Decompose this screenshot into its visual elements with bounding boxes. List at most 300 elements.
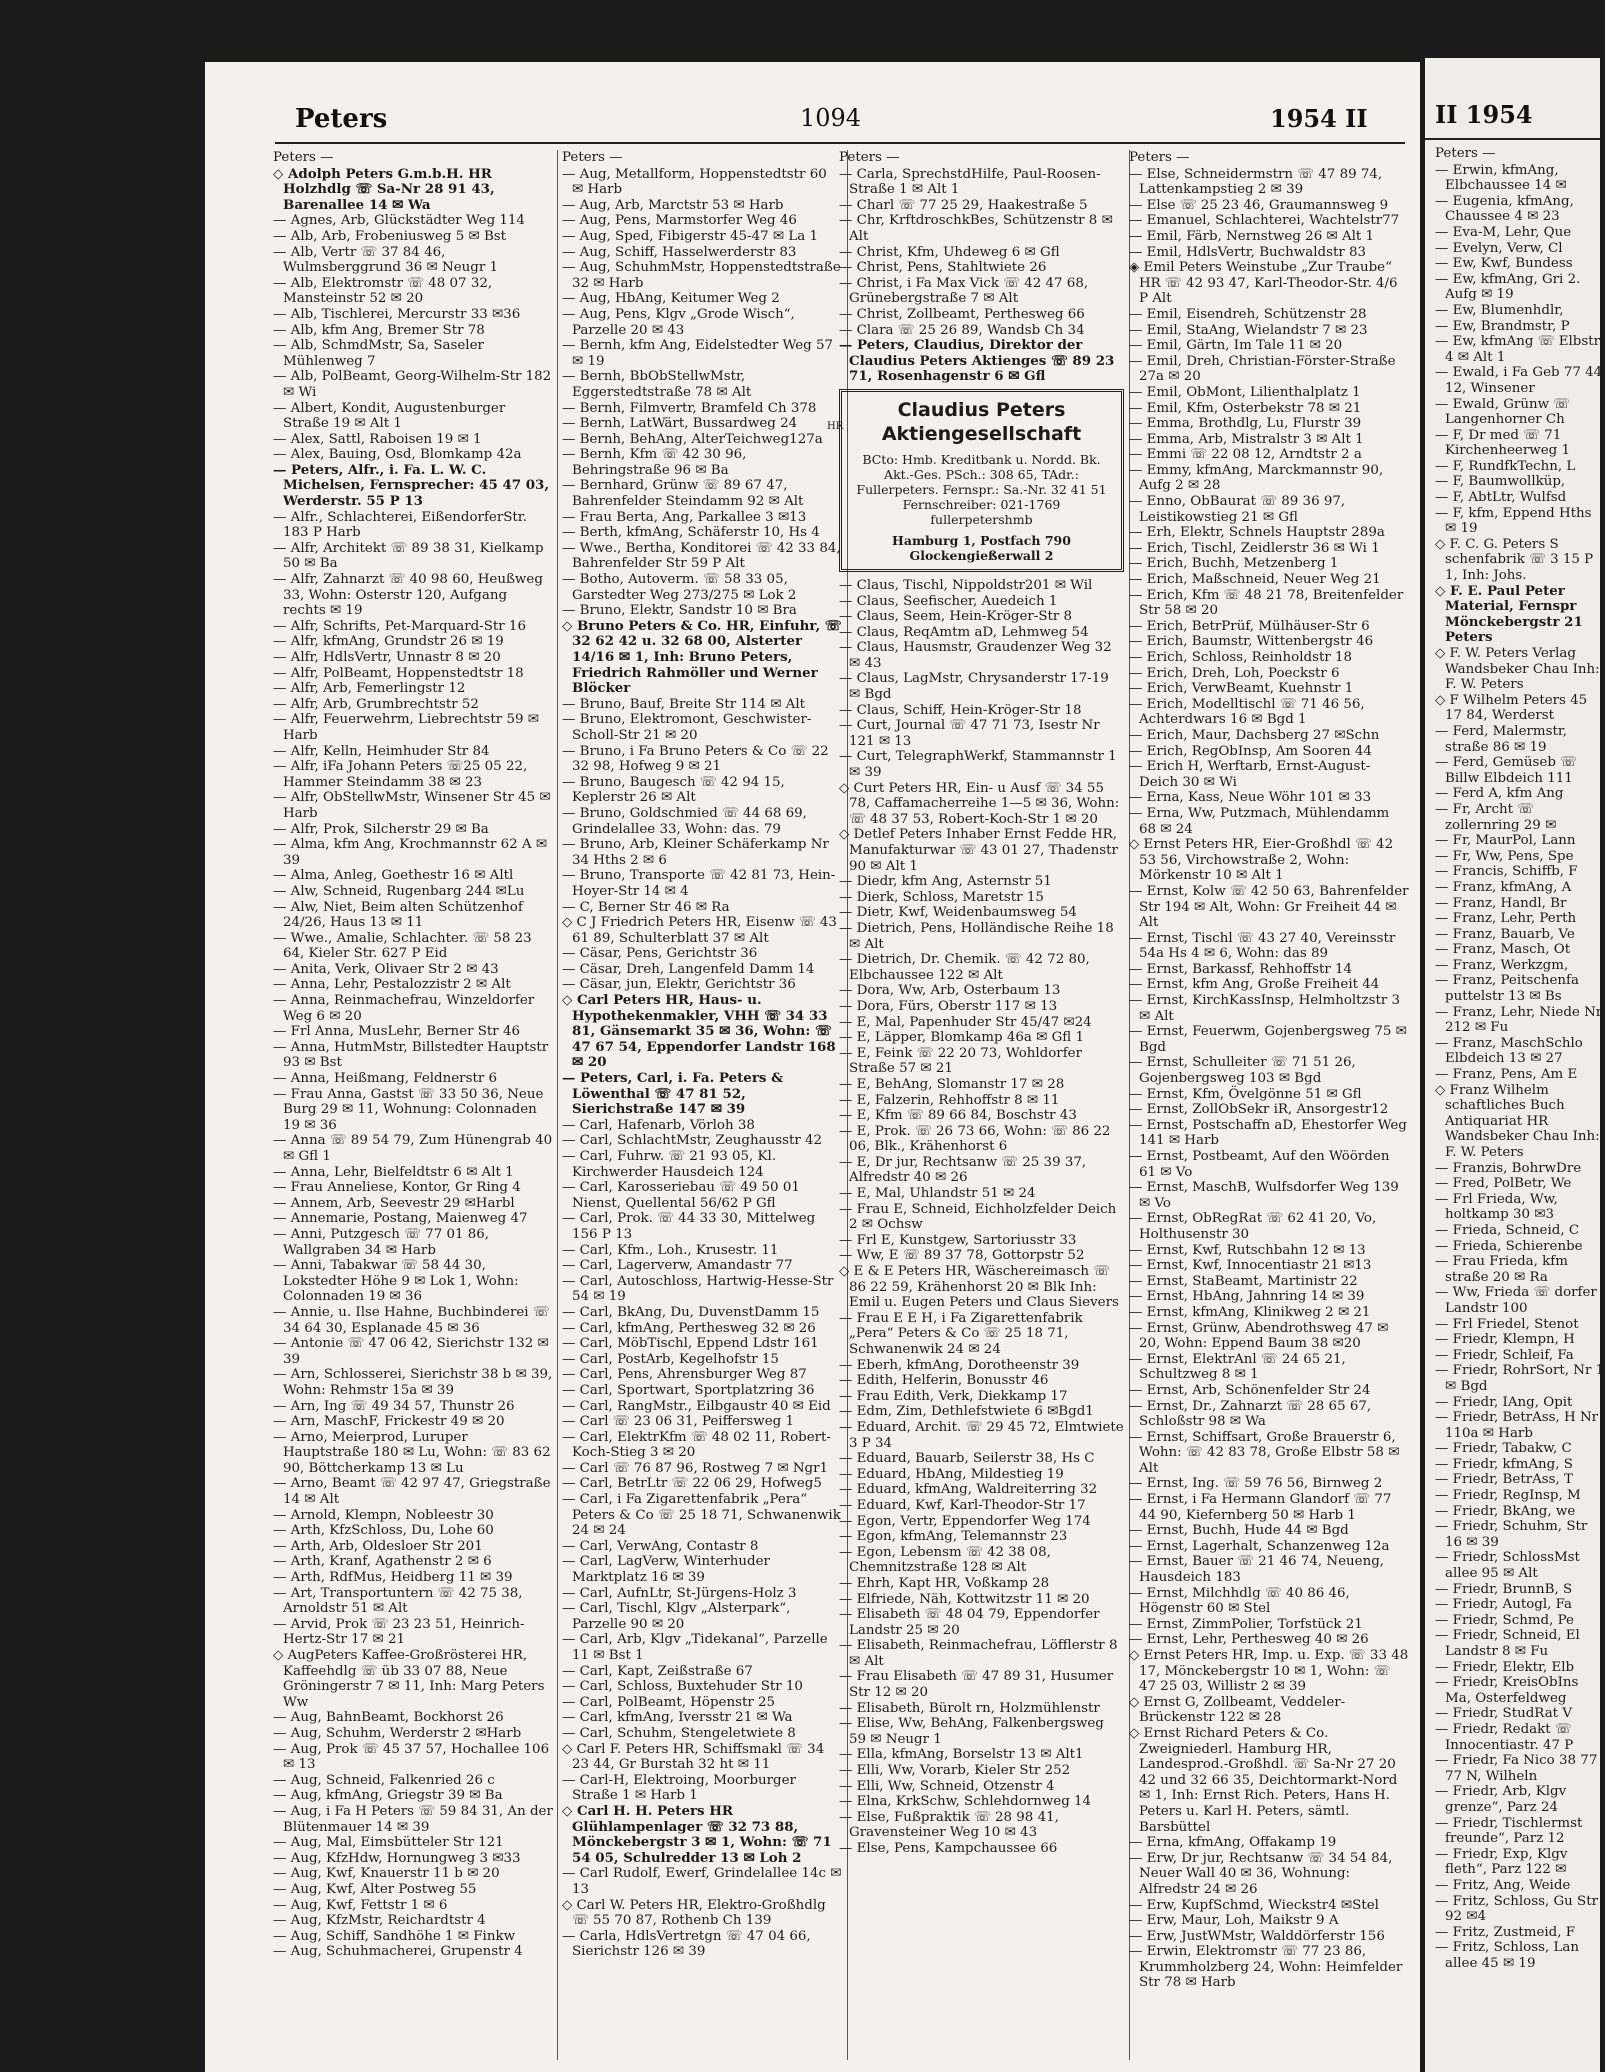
directory-entry: — Carl, Sportwart, Sportplatzring 36 (562, 1382, 815, 1398)
directory-entry: — Friedr, IAng, Opit (1435, 1394, 1573, 1410)
directory-entry: — Frau Anna, Gastst ☏ 33 50 36, Neue Burg 29 ✉ 11, Wohnung: Colonnaden 19 ✉ 36 (273, 1086, 544, 1133)
directory-entry: — Ernst, kfm Ang, Große Freiheit 44 (1129, 977, 1380, 993)
directory-entry: ◇ E & E Peters HR, Wäschereimasch ☏ 86 22 59, Krähenhorst 20 ✉ Blk Inh: Emil u. Eugen Peters und Claus Sievers (839, 1264, 1119, 1311)
directory-entry: — Friedr, SchlossMst allee 95 ✉ Alt (1435, 1550, 1580, 1582)
directory-entry: — Carl, Hafenarb, Vörloh 38 (562, 1117, 755, 1133)
directory-entry: — Erich, BetrPrüf, Mülhäuser-Str 6 (1129, 618, 1370, 634)
directory-entry: — Erna, Kass, Neue Wöhr 101 ✉ 33 (1129, 790, 1372, 806)
directory-entry: — Annie, u. Ilse Hahne, Buchbinderei ☏ 34 64 30, Esplanade 45 ✉ 36 (273, 1304, 550, 1336)
directory-entry: — Elise, Ww, BehAng, Falkenbergsweg 59 ✉ Neugr 1 (839, 1716, 1104, 1747)
column-2 (562, 150, 842, 2060)
directory-entry: — Alfr, Schrifts, Pet-Marquard-Str 16 (273, 618, 526, 634)
directory-entry: — E, Dr jur, Rechtsanw ☏ 25 39 37, Alfredstr 40 ✉ 26 (839, 1154, 1087, 1186)
column-4 (1129, 150, 1409, 2060)
directory-entry: — Alex, Bauing, Osd, Blomkamp 42a (273, 447, 522, 463)
directory-entry: — Peters, Claudius, Direktor der Claudius Peters Aktienges ☏ 89 23 71, Rosenhagenstr 6 ✉ Gfl (839, 337, 1115, 385)
directory-entry: — Bruno, i Fa Bruno Peters & Co ☏ 22 32 98, Hofweg 9 ✉ 21 (562, 743, 829, 775)
directory-entry: — Alb, Arb, Frobeniusweg 5 ✉ Bst (273, 228, 507, 244)
directory-entry: ◇ F. W. Peters Verlag Wandsbeker Chau Inh: F. W. Peters (1435, 646, 1600, 693)
directory-entry: — Ernst, StaBeamt, Martinistr 22 (1129, 1273, 1358, 1289)
directory-entry: — Alex, Sattl, Raboisen 19 ✉ 1 (273, 431, 482, 447)
directory-entry: — Alw, Niet, Beim alten Schützenhof 24/26, Haus 13 ✉ 11 (273, 899, 523, 931)
directory-entry: — Aug, Prok ☏ 45 37 57, Hochallee 106 ✉ 13 (273, 1741, 550, 1773)
directory-entry: — Aug, Pens, Marmstorfer Weg 46 (562, 213, 797, 229)
directory-entry: — Francis, Schiffb, F (1435, 864, 1578, 880)
directory-entry: — Franz, kfmAng, A (1435, 879, 1572, 895)
directory-entry: — Arno, Beamt ☏ 42 97 47, Griegstraße 14 ✉ Alt (273, 1476, 551, 1508)
directory-entry: — Eberh, kfmAng, Dorotheenstr 39 (839, 1357, 1080, 1373)
directory-entry: — Carl-H, Elektroing, Moorburger Straße 1 ✉ Harb 1 (562, 1772, 796, 1804)
directory-entry: — Ernst, Barkassf, Rehhoffstr 14 (1129, 961, 1353, 977)
directory-entry: — Bruno, Bauf, Breite Str 114 ✉ Alt (562, 696, 805, 712)
directory-entry: — Emil, Färb, Nernstweg 26 ✉ Alt 1 (1129, 228, 1375, 244)
directory-entry: — Alma, Anleg, Goethestr 16 ✉ Altl (273, 868, 514, 884)
directory-entry: — Aug, Metallform, Hoppenstedtstr 60 ✉ Harb (562, 166, 827, 198)
directory-entry: ◇ F. E. Paul Peter Material, Fernspr Mönckebergstr 21 Peters (1435, 582, 1583, 646)
ad-address: Hamburg 1, Postfach 790 Glockengießerwall 2 (892, 532, 1071, 563)
directory-entry: — Erich, Baumstr, Wittenbergstr 46 (1129, 634, 1374, 650)
directory-entry: — Ernst, ZollObSekr iR, Ansorgestr12 (1129, 1102, 1389, 1118)
directory-entry: — E, BehAng, Slomanstr 17 ✉ 28 (839, 1076, 1065, 1092)
running-head-name: Peters (295, 104, 388, 134)
directory-entry: — Carl, Kfm., Loh., Krusestr. 11 (562, 1242, 779, 1258)
directory-entry: — Botho, Autoverm. ☏ 58 33 05, Garstedter Weg 273/275 ✉ Lok 2 (562, 572, 797, 603)
directory-entry: — E, Mal, Uhlandstr 51 ✉ 24 (839, 1186, 1036, 1202)
directory-entry: — Bruno, Goldschmied ☏ 44 68 69, Grindelallee 33, Wohn: das. 79 (562, 805, 807, 837)
directory-entry: — Alfr, Prok, Silcherstr 29 ✉ Ba (273, 821, 489, 837)
directory-entry: — Egon, Vertr, Eppendorfer Weg 174 (839, 1513, 1091, 1529)
directory-entry: — E, Prok. ☏ 26 73 66, Wohn: ☏ 86 22 06, Blk., Krähenhorst 6 (839, 1123, 1111, 1155)
directory-entry: — Claus, Seefischer, Auedeich 1 (839, 593, 1058, 609)
directory-entry: — Albert, Kondit, Augustenburger Straße 19 ✉ Alt 1 (273, 400, 506, 432)
directory-entry: — Arn, Schlosserei, Sierichstr 38 b ✉ 39, Wohn: Rehmstr 15a ✉ 39 (273, 1367, 553, 1398)
directory-entry: — Ew, Kwf, Bundess (1435, 256, 1573, 272)
directory-entry: — Aug, Mal, Eimsbütteler Str 121 (273, 1835, 504, 1851)
running-head-year: 1954 II (1270, 104, 1368, 133)
directory-entry: — Carl ☏ 23 06 31, Peiffersweg 1 (562, 1414, 795, 1430)
directory-entry: — Carl, Pens, Ahrensburger Weg 87 (562, 1367, 807, 1383)
directory-entry: — Claus, Hausmstr, Graudenzer Weg 32 ✉ 43 (839, 640, 1112, 671)
directory-entry: — Frau Elisabeth ☏ 47 89 31, Husumer Str 12 ✉ 20 (839, 1669, 1114, 1701)
directory-entry: — Anna, HutmMstr, Billstedter Hauptstr 93 ✉ Bst (273, 1039, 549, 1071)
directory-entry: — Ernst, Postbeamt, Auf den Wöörden 61 ✉ Vo (1129, 1149, 1390, 1180)
directory-entry: — Carl, Tischl, Klgv „Alsterpark“, Parzelle 90 ✉ 20 (562, 1601, 791, 1632)
directory-entry: — Aug, Schiff, Hasselwerderstr 83 (562, 244, 797, 260)
directory-entry: — Fred, PolBetr, We (1435, 1176, 1572, 1192)
directory-entry: — Franz, Werkzgm, (1435, 957, 1569, 973)
directory-entry: — Aug, kfmAng, Griegstr 39 ✉ Ba (273, 1788, 503, 1804)
directory-entry: — Friedr, Elektr, Elb (1435, 1659, 1575, 1675)
directory-entry: — Eva-M, Lehr, Que (1435, 224, 1572, 240)
directory-entry: — Erich, Kfm ☏ 48 21 78, Breitenfelder Str 58 ✉ 20 (1129, 587, 1404, 619)
directory-entry: — C, Berner Str 46 ✉ Ra (562, 899, 730, 915)
directory-entry: — Emil, Dreh, Christian-Förster-Straße 27a ✉ 20 (1129, 353, 1396, 385)
directory-entry: — Erich, VerwBeamt, Kuehnstr 1 (1129, 681, 1354, 697)
directory-entry: — Ernst, Lehr, Perthesweg 40 ✉ 26 (1129, 1632, 1369, 1648)
directory-entry: — Franz, Handl, Br (1435, 895, 1567, 911)
directory-entry: — Alb, Vertr ☏ 37 84 46, Wulmsberggrund 36 ✉ Neugr 1 (273, 244, 499, 276)
directory-entry: — Emma, Arb, Mistralstr 3 ✉ Alt 1 (1129, 431, 1364, 447)
directory-entry: — Bruno, Arb, Kleiner Schäferkamp Nr 34 Hths 2 ✉ 6 (562, 837, 829, 868)
column-head: Peters — (273, 150, 334, 165)
directory-entry: — Alb, Elektromstr ☏ 48 07 32, Mansteinstr 52 ✉ 20 (273, 275, 493, 307)
directory-entry: — Ernst, Feuerwm, Gojenbergsweg 75 ✉ Bgd (1129, 1024, 1407, 1055)
directory-entry: ◇ Ernst Peters HR, Imp. u. Exp. ☏ 33 48 17, Mönckebergstr 10 ✉ 1, Wohn: ☏ 47 25 03, Willistr 2 ✉ 39 (1129, 1648, 1409, 1695)
directory-entry: — Elisabeth, Reinmachefrau, Löfflerstr 8 ✉ Alt (839, 1638, 1118, 1669)
directory-entry: — Evelyn, Verw, Cl (1435, 240, 1563, 256)
directory-entry: — Carl, Prok. ☏ 44 33 30, Mittelweg 156 P 13 (562, 1211, 816, 1242)
directory-entry: — Carl, PolBeamt, Höpenstr 25 (562, 1694, 776, 1710)
directory-entry: — Ewald, i Fa Geb 77 44 12, Winsener (1435, 365, 1603, 396)
directory-entry: — Friedr, Tabakw, C (1435, 1441, 1572, 1457)
directory-entry: — Carl, LagVerw, Winterhuder Marktplatz 16 ✉ 39 (562, 1554, 770, 1586)
column-1 (273, 150, 553, 2060)
directory-entry: — F, AbtLtr, Wulfsd (1435, 490, 1567, 506)
directory-entry: — Erw, Dr jur, Rechtsanw ☏ 34 54 84, Neuer Wall 40 ✉ 36, Wohnung: Alfredstr 24 ✉ 26 (1129, 1850, 1393, 1897)
directory-entry: — Fritz, Ang, Weide (1435, 1877, 1571, 1893)
directory-entry: — Ernst, Arb, Schönenfelder Str 24 (1129, 1382, 1371, 1398)
directory-entry: — Franz, Lehr, Niede Nr 212 ✉ Fu (1435, 1004, 1603, 1036)
directory-entry: ◇ Adolph Peters G.m.b.H. HR Holzhdlg ☏ Sa-Nr 28 91 43, Barenallee 14 ✉ Wa (273, 165, 495, 213)
directory-entry: — Ernst, HbAng, Jahnring 14 ✉ 39 (1129, 1289, 1365, 1305)
directory-entry: — Fr, Archt ☏ zollernring 29 ✉ (1435, 801, 1557, 833)
directory-entry: — Alb, kfm Ang, Bremer Str 78 (273, 322, 485, 338)
directory-entry: — Friedr, RegInsp, M (1435, 1488, 1581, 1504)
directory-entry: — Carl, Autoschloss, Hartwig-Hesse-Str 54 ✉ 19 (562, 1273, 834, 1305)
directory-entry: — Friedr, Exp, Klgv fleth“, Parz 122 ✉ (1435, 1846, 1568, 1878)
directory-entry: — F, kfm, Eppend Hths ✉ 19 (1435, 505, 1592, 537)
directory-entry: — Eduard, Kwf, Karl-Theodor-Str 17 (839, 1497, 1086, 1513)
directory-entry: — Ernst, Schiffsart, Große Brauerstr 6, Wohn: ☏ 42 83 78, Große Elbstr 58 ✉ Alt (1129, 1429, 1400, 1476)
directory-entry: — Erwin, Elektromstr ☏ 77 23 86, Krummholzberg 24, Wohn: Heimfelder Str 78 ✉ Harb (1129, 1944, 1403, 1991)
directory-entry: — Carl, ElektrKfm ☏ 48 02 11, Robert-Koch-Stieg 3 ✉ 20 (562, 1429, 831, 1461)
directory-entry: — Ew, kfmAng ☏ Elbstr 4 ✉ Alt 1 (1435, 334, 1600, 365)
directory-entry: — Christ, Pens, Stahltwiete 26 (839, 260, 1047, 276)
directory-entry: — Ehrh, Kapt HR, Voßkamp 28 (839, 1575, 1050, 1591)
directory-entry: — Carl, Lagerverw, Amandastr 77 (562, 1258, 793, 1274)
directory-entry: — Ernst, Kwf, Rutschbahn 12 ✉ 13 (1129, 1242, 1366, 1258)
directory-entry: — Bruno, Baugesch ☏ 42 94 15, Keplerstr 26 ✉ Alt (562, 774, 785, 806)
directory-entry: — Aug, SchuhmMstr, Hoppenstedtstraße 32 ✉ Harb (562, 260, 841, 291)
directory-entry: — Clara ☏ 25 26 89, Wandsb Ch 34 (839, 322, 1085, 338)
directory-entry: — Friedr, Schneid, El Landstr 8 ✉ Fu (1435, 1628, 1580, 1659)
directory-entry: — Ernst, Ing. ☏ 59 76 56, Birnweg 2 (1129, 1476, 1383, 1492)
directory-entry: — F, Dr med ☏ 71 Kirchenheerweg 1 (1435, 427, 1570, 459)
directory-entry: ◇ Curt Peters HR, Ein- u Ausf ☏ 34 55 78, Caffamacherreihe 1—5 ✉ 36, Wohn: ☏ 48 37 53, Robert-Koch-Str 1 ✉ 20 (839, 780, 1120, 827)
directory-entry: — Eduard, Bauarb, Seilerstr 38, Hs C (839, 1451, 1095, 1467)
directory-entry: — Ernst, MaschB, Wulfsdorfer Weg 139 ✉ Vo (1129, 1180, 1399, 1211)
directory-entry: — Aug, BahnBeamt, Bockhorst 26 (273, 1710, 504, 1726)
directory-entry: — Charl ☏ 77 25 29, Haakestraße 5 (839, 197, 1088, 213)
directory-entry: — E, Mal, Papenhuder Str 45/47 ✉24 (839, 1014, 1092, 1030)
directory-entry: ◇ AugPeters Kaffee-Großrösterei HR, Kaffeehdlg ☏ üb 33 07 88, Neue Gröningerstr 7 ✉ 11, Inh: Marg Peters Ww (273, 1648, 545, 1710)
directory-entry: — Alfr, Kelln, Heimhuder Str 84 (273, 743, 490, 759)
directory-entry: — Arth, Arb, Oldesloer Str 201 (273, 1538, 483, 1554)
directory-entry: — Carl, AufnLtr, St-Jürgens-Holz 3 (562, 1585, 797, 1601)
directory-entry: — Friedr, KreisObIns Ma, Osterfeldweg (1435, 1675, 1579, 1706)
directory-entry: — Alma, kfm Ang, Krochmannstr 62 A ✉ 39 (273, 837, 548, 868)
directory-entry: — Arth, RdfMus, Heidberg 11 ✉ 39 (273, 1570, 513, 1586)
directory-entry: — E, Kfm ☏ 89 66 84, Boschstr 43 (839, 1108, 1077, 1124)
directory-entry: — Aug, Pens, Klgv „Grode Wisch“, Parzelle 20 ✉ 43 (562, 306, 795, 338)
directory-entry: — Emil, Gärtn, Im Tale 11 ✉ 20 (1129, 338, 1343, 354)
directory-entry: — Claus, LagMstr, Chrysanderstr 17-19 ✉ Bgd (839, 671, 1109, 703)
directory-entry: — Frau E E H, i Fa Zigarettenfabrik „Pera“ Peters & Co ☏ 25 18 71, Schwanenwik 24 ✉ 24 (839, 1310, 1083, 1357)
directory-entry: — Arno, Meierprod, Luruper Hauptstraße 180 ✉ Lu, Wohn: ☏ 83 62 90, Böttcherkamp 13 ✉ Lu (273, 1429, 551, 1476)
directory-entry: — Fritz, Schloss, Lan allee 45 ✉ 19 (1435, 1940, 1579, 1971)
directory-entry: — Aug, HbAng, Keitumer Weg 2 (562, 291, 780, 307)
directory-entry: — Elli, Ww, Vorarb, Kieler Str 252 (839, 1763, 1071, 1779)
directory-entry: — Alw, Schneid, Rugenbarg 244 ✉Lu (273, 883, 525, 899)
directory-entry: — Frieda, Schneid, C (1435, 1222, 1580, 1238)
directory-entry: — Carl Rudolf, Ewerf, Grindelallee 14c ✉ 13 (562, 1866, 842, 1897)
directory-entry: — Frau Anneliese, Kontor, Gr Ring 4 (273, 1180, 521, 1196)
directory-entry: — Ernst, Kwf, Innocentiastr 21 ✉13 (1129, 1258, 1372, 1274)
directory-entry: — Aug, Schiff, Sandhöhe 1 ✉ Finkw (273, 1928, 516, 1944)
directory-entry: — Erich, Schloss, Reinholdstr 18 (1129, 650, 1353, 665)
directory-entry: — Emil, StaAng, Wielandstr 7 ✉ 23 (1129, 322, 1368, 338)
directory-entry: — Friedr, BkAng, we (1435, 1503, 1576, 1519)
column-5 (1435, 146, 1605, 2056)
directory-entry: — Frl E, Kunstgew, Sartoriusstr 33 (839, 1232, 1077, 1248)
column-head: Peters — (1129, 150, 1190, 165)
ad-subtitle: Aktiengesellschaft (881, 422, 1082, 445)
directory-entry: — Alfr, Feuerwehrm, Liebrechtstr 59 ✉ Harb (273, 712, 539, 743)
directory-entry: — Bernh, Filmvertr, Bramfeld Ch 378 (562, 400, 817, 416)
directory-entry: — Carl, BetrLtr ☏ 22 06 29, Hofweg5 (562, 1476, 822, 1492)
directory-entry: — Ernst, Kolw ☏ 42 50 63, Bahrenfelder Str 194 ✉ Alt, Wohn: Gr Freiheit 44 ✉ Alt (1129, 883, 1409, 931)
directory-entry: ◇ Carl F. Peters HR, Schiffsmakl ☏ 34 23 44, Gr Burstah 32 ht ✉ 11 (562, 1741, 825, 1773)
directory-entry: — Ww, E ☏ 89 37 78, Gottorpstr 52 (839, 1248, 1085, 1264)
directory-entry: — Else ☏ 25 23 46, Graumannsweg 9 (1129, 197, 1389, 213)
directory-entry: ◇ Carl H. H. Peters HR Glühlampenlager ☏ 32 73 88, Mönckebergstr 3 ✉ 1, Wohn: ☏ 71 54 05, Schulredder 13 ✉ Loh 2 (562, 1802, 832, 1866)
directory-entry: — Christ, Zollbeamt, Perthesweg 66 (839, 306, 1085, 322)
directory-entry: — Alfr, HdlsVertr, Unnastr 8 ✉ 20 (273, 650, 501, 665)
directory-entry: — Ernst, ZimmPolier, Torfstück 21 (1129, 1616, 1363, 1632)
directory-entry: — Frau Berta, Ang, Parkallee 3 ✉13 (562, 509, 807, 525)
directory-entry: — E, Falzerin, Rehhoffstr 8 ✉ 11 (839, 1092, 1060, 1108)
directory-entry: — E, Läpper, Blomkamp 46a ✉ Gfl 1 (839, 1030, 1084, 1046)
directory-entry: — Friedr, Arb, Klgv grenze“, Parz 24 (1435, 1784, 1567, 1815)
directory-entry: — Fritz, Schloss, Gu Str 92 ✉4 (1435, 1893, 1599, 1925)
directory-entry: — Diedr, kfm Ang, Asternstr 51 (839, 874, 1052, 890)
facing-running-head: II 1954 (1435, 100, 1533, 129)
directory-entry: — Bernh, kfm Ang, Eidelstedter Weg 57 ✉ 19 (562, 338, 833, 369)
directory-entry: ◇ Ernst Peters HR, Eier-Großhdl ☏ 42 53 56, Virchowstraße 2, Wohn: Mörkenstr 10 ✉ Alt 1 (1129, 837, 1394, 884)
advertisement (827, 389, 1124, 572)
directory-entry: — Frau Edith, Verk, Diekkamp 17 (839, 1388, 1068, 1404)
column-head: Peters — (562, 150, 623, 165)
directory-entry: — Fr, Ww, Pens, Spe (1435, 848, 1574, 864)
directory-entry: — Friedr, BetrAss, T (1435, 1472, 1573, 1488)
directory-entry: — Erw, Maur, Loh, Maikstr 9 A (1129, 1913, 1339, 1929)
directory-entry: — Alfr, Architekt ☏ 89 38 31, Kielkamp 50 ✉ Ba (273, 540, 544, 572)
directory-entry: — Aug, Kwf, Fettstr 1 ✉ 6 (273, 1897, 448, 1913)
directory-entry: — Carl, BkAng, Du, DuvenstDamm 15 (562, 1304, 820, 1320)
directory-entry: — Carl, Karosseriebau ☏ 49 50 01 Nienst, Quellental 56/62 P Gfl (562, 1180, 800, 1211)
directory-entry: — Ewald, Grünw ☏ Langenhorner Ch (1435, 396, 1571, 428)
directory-entry: — Carl, Fuhrw. ☏ 21 93 05, Kl. Kirchwerder Hausdeich 124 (562, 1149, 777, 1180)
directory-entry: — Dora, Ww, Arb, Osterbaum 13 (839, 983, 1061, 999)
directory-entry: ◇ Ernst Richard Peters & Co. Zweigniederl. Hamburg HR, Landesprod.-Großhdl. ☏ Sa-Nr 27 20 42 und 32 66 35, Deichtormarkt-Nord ✉ 1, Inh: Ernst Rich. Peters, Hans H. Peters u. Karl H. Peters, sämtl. Barsbüttel (1129, 1725, 1398, 1835)
directory-entry: — Franz, Masch, Ot (1435, 942, 1571, 958)
directory-entry: — Christ, Kfm, Uhdeweg 6 ✉ Gfl (839, 244, 1060, 260)
directory-entry: — F, Baumwollküp, (1435, 474, 1566, 490)
directory-entry: — Ernst, Buchh, Hude 44 ✉ Bgd (1129, 1523, 1349, 1539)
directory-entry: ◇ C J Friedrich Peters HR, Eisenw ☏ 43 61 89, Schulterblatt 37 ✉ Alt (562, 915, 837, 946)
directory-entry: — Aug, Schuhmacherei, Grupenstr 4 (273, 1944, 523, 1960)
directory-entry: — Elisabeth, Bürolt rn, Holzmühlenstr (839, 1700, 1100, 1716)
directory-entry: — Alfr, Arb, Grumbrechtstr 52 (273, 696, 479, 712)
directory-entry: — Elli, Ww, Schneid, Otzenstr 4 (839, 1778, 1055, 1794)
directory-entry: — Ernst, ElektrAnl ☏ 24 65 21, Schultzweg 8 ✉ 1 (1129, 1351, 1346, 1383)
directory-entry: — Arn, MaschF, Frickestr 49 ✉ 20 (273, 1414, 505, 1430)
directory-entry: — Ew, Brandmstr, P (1435, 318, 1570, 334)
directory-entry: — Dietr, Kwf, Weidenbaumsweg 54 (839, 905, 1077, 921)
directory-entry: — Carl, Arb, Klgv „Tidekanal“, Parzelle 11 ✉ Bst 1 (562, 1632, 828, 1663)
directory-entry: — Ernst, Tischl ☏ 43 27 40, Vereinsstr 54a Hs 4 ✉ 6, Wohn: das 89 (1129, 930, 1396, 962)
directory-entry: — Friedr, Schuhm, Str 16 ✉ 39 (1435, 1519, 1588, 1550)
directory-entry: — Bruno, Transporte ☏ 42 81 73, Hein-Hoyer-Str 14 ✉ 4 (562, 868, 836, 899)
directory-entry: — Erna, kfmAng, Offakamp 19 (1129, 1835, 1337, 1851)
directory-entry: — Alfr, kfmAng, Grundstr 26 ✉ 19 (273, 634, 504, 650)
directory-entry: — Annem, Arb, Seevestr 29 ✉Harbl (273, 1195, 515, 1211)
directory-entry: — Frieda, Schierenbe (1435, 1238, 1583, 1254)
directory-entry: — Aug, KfzMstr, Reichardtstr 4 (273, 1913, 486, 1929)
directory-entry: — Aug, Schuhm, Werderstr 2 ✉Harb (273, 1725, 522, 1741)
directory-entry: — Erich, Buchh, Metzenberg 1 (1129, 556, 1339, 572)
directory-entry: — Carl, Schloss, Buxtehuder Str 10 (562, 1679, 803, 1695)
directory-entry: — Friedr, Schmd, Pe (1435, 1612, 1574, 1628)
directory-entry: — Eduard, HbAng, Mildestieg 19 (839, 1466, 1064, 1482)
directory-entry: — Ferd, Malermstr, straße 86 ✉ 19 (1435, 723, 1568, 755)
directory-entry: — Annemarie, Postang, Maienweg 47 (273, 1211, 528, 1227)
directory-entry: — Fritz, Zustmeid, F (1435, 1924, 1576, 1940)
directory-entry: ◇ Bruno Peters & Co. HR, Einfuhr, ☏ 32 62 42 u. 32 68 00, Alsterter 14/16 ✉ 1, Inh: Bruno Peters, Friedrich Rahmöller und Werner Blöcker (562, 617, 842, 697)
directory-entry: — Ferd A, kfm Ang (1435, 786, 1564, 802)
directory-entry: — Claus, Tischl, Nippoldstr201 ✉ Wil (839, 577, 1093, 593)
directory-entry: — Arth, Kranf, Agathenstr 2 ✉ 6 (273, 1554, 492, 1570)
directory-entry: — Peters, Carl, i. Fa. Peters & Löwenthal ☏ 47 81 52, Sierichstraße 147 ✉ 39 (562, 1070, 784, 1118)
directory-entry: — Agnes, Arb, Glückstädter Weg 114 (273, 213, 525, 229)
directory-page (205, 62, 1420, 2072)
directory-entry: — Frau Frieda, kfm straße 20 ✉ Ra (1435, 1254, 1568, 1285)
directory-entry: — Alb, PolBeamt, Georg-Wilhelm-Str 182 ✉ Wi (273, 369, 552, 400)
directory-entry: — Egon, Lebensm ☏ 42 38 08, Chemnitzstraße 128 ✉ Alt (839, 1544, 1051, 1576)
directory-entry: — Ernst, Bauer ☏ 21 46 74, Neueng, Hausdeich 183 (1129, 1554, 1385, 1586)
directory-entry: — Erw, JustWMstr, Walddörferstr 156 (1129, 1928, 1385, 1944)
directory-entry: — Eugenia, kfmAng, Chaussee 4 ✉ 23 (1435, 193, 1574, 225)
directory-entry: — Ernst, Grünw, Abendrothsweg 47 ✉20, Wohn: Eppend Baum 38 ✉20 (1129, 1320, 1389, 1352)
directory-entry: ◇ Ernst G, Zollbeamt, Veddeler-Brückenstr 122 ✉ 28 (1129, 1694, 1346, 1726)
directory-entry: — Erich, Dreh, Loh, Poeckstr 6 (1129, 665, 1340, 681)
directory-entry: — Arnold, Klempn, Nobleestr 30 (273, 1507, 494, 1523)
directory-entry: — Anna, Reinmachefrau, Winzeldorfer Weg 6 ✉ 20 (273, 993, 535, 1024)
directory-entry: — Friedr, StudRat V (1435, 1706, 1572, 1722)
directory-entry: — Frl Frieda, Ww, holtkamp 30 ✉3 (1435, 1191, 1558, 1223)
directory-entry: — Bruno, Elektr, Sandstr 10 ✉ Bra (562, 603, 797, 619)
directory-entry: — Emma, Brothdlg, Lu, Flurstr 39 (1129, 416, 1362, 432)
directory-entry: — Berth, kfmAng, Schäferstr 10, Hs 4 (562, 525, 820, 541)
column-head: Peters — (839, 150, 900, 165)
directory-entry: — Dierk, Schloss, Maretstr 15 (839, 889, 1044, 905)
directory-entry: — Claus, Seem, Hein-Kröger-Str 8 (839, 609, 1073, 625)
directory-entry: — Else, Fußpraktik ☏ 28 98 41, Gravensteiner Weg 10 ✉ 43 (839, 1809, 1059, 1841)
directory-entry: — Anna, Heißmang, Feldnerstr 6 (273, 1071, 497, 1087)
directory-entry: — Ernst, Dr., Zahnarzt ☏ 28 65 67, Schloßstr 98 ✉ Wa (1129, 1398, 1372, 1430)
directory-entry: ◈ Emil Peters Weinstube „Zur Traube“ HR ☏ 42 93 47, Karl-Theodor-Str. 4/6 P Alt (1129, 260, 1398, 307)
directory-entry: — Bruno, Elektromont, Geschwister-Scholl-Str 21 ✉ 20 (562, 712, 812, 743)
directory-entry: — Else, Schneidermstrn ☏ 47 89 74, Lattenkampstieg 2 ✉ 39 (1129, 166, 1383, 198)
directory-entry: — Carla, SprechstdHilfe, Paul-Roosen-Straße 1 ✉ Alt 1 (839, 166, 1101, 198)
directory-entry: — Carl, kfmAng, Iversstr 21 ✉ Wa (562, 1710, 793, 1726)
column-3 (827, 150, 1124, 2060)
directory-entry: — Emmi ☏ 22 08 12, Arndtstr 2 a (1129, 447, 1362, 463)
directory-entry: — Franz, Lehr, Perth (1435, 911, 1577, 927)
directory-entry: ◇ F. C. G. Peters S schenfabrik ☏ 3 15 P 1, Inh: Johs. (1435, 536, 1594, 584)
directory-entry: — Erna, Ww, Putzmach, Mühlendamm 68 ✉ 24 (1129, 805, 1390, 837)
directory-entry: — Antonie ☏ 47 06 42, Sierichstr 132 ✉ 39 (273, 1336, 549, 1367)
directory-entry: — Ernst, Lagerhalt, Schanzenweg 12a (1129, 1538, 1390, 1554)
directory-entry: — Anni, Putzgesch ☏ 77 01 86, Wallgraben 34 ✉ Harb (273, 1226, 490, 1258)
directory-entry: — Curt, TelegraphWerkf, Stammannstr 1 ✉ 39 (839, 749, 1117, 781)
directory-entry: — Franz, Pens, Am E (1435, 1067, 1578, 1083)
directory-entry: — Alb, Tischlerei, Mercurstr 33 ✉36 (273, 306, 521, 322)
directory-entry: — Friedr, RohrSort, Nr 1 ✉ Bgd (1435, 1363, 1605, 1394)
directory-entry: — Ww, Frieda ☏ dorfer Landstr 100 (1435, 1285, 1597, 1316)
directory-entry: — Curt, Journal ☏ 47 71 73, Isestr Nr 121 ✉ 13 (839, 718, 1100, 749)
directory-entry: — Emil, ObMont, Lilienthalplatz 1 (1129, 384, 1361, 400)
directory-entry: — Erw, KupfSchmd, Wieckstr4 ✉Stel (1129, 1897, 1379, 1913)
directory-entry: — Eduard, Archit. ☏ 29 45 72, Elmtwiete 3 P 34 (839, 1419, 1124, 1451)
directory-entry: — E, Feink ☏ 22 20 73, Wohldorfer Straße 57 ✉ 21 (839, 1045, 1082, 1077)
directory-entry: — Bernh, BehAng, AlterTeichweg127a (562, 431, 823, 447)
directory-entry: — Alb, SchmdMstr, Sa, Saseler Mühlenweg 7 (273, 338, 484, 369)
directory-entry: — Claus, ReqAmtm aD, Lehmweg 54 (839, 624, 1089, 640)
directory-entry: — Ernst, ObRegRat ☏ 62 41 20, Vo, Holthusenstr 30 (1129, 1211, 1377, 1242)
directory-entry: ◇ Carl W. Peters HR, Elektro-Großhdlg ☏ 55 70 87, Rothenb Ch 139 (562, 1897, 826, 1929)
directory-entry: — Frl Friedel, Stenot (1435, 1316, 1579, 1332)
page-number: 1094 (800, 104, 862, 132)
directory-entry: — Alfr, ObStellwMstr, Winsener Str 45 ✉ Harb (273, 790, 551, 821)
directory-entry: — Carl ☏ 76 87 96, Rostweg 7 ✉ Ngr1 (562, 1460, 829, 1476)
directory-entry: — Peters, Alfr., i. Fa. L. W. C. Michelsen, Fernsprecher: 45 47 03, Werderstr. 55 P 13 (273, 461, 550, 510)
directory-entry: — Frau E, Schneid, Eichholzfelder Deich 2 ✉ Ochsw (839, 1201, 1117, 1233)
directory-entry: — Erich, Tischl, Zeidlerstr 36 ✉ Wi 1 (1129, 540, 1380, 556)
directory-entry: — Frl Anna, MusLehr, Berner Str 46 (273, 1024, 521, 1040)
directory-entry: — Emanuel, Schlachterei, Wachtelstr77 (1129, 213, 1400, 229)
directory-entry: — Fr, MaurPol, Lann (1435, 833, 1576, 849)
directory-entry: — Carl, MöbTischl, Eppend Ldstr 161 (562, 1336, 819, 1352)
ad-box (839, 389, 1124, 572)
directory-entry: — Bernh, Kfm ☏ 42 30 96, Behringstraße 96 ✉ Ba (562, 447, 747, 478)
directory-entry: — Friedr, Klempn, H (1435, 1332, 1575, 1348)
directory-entry: — Friedr, BetrAss, H Nr 110a ✉ Harb (1435, 1410, 1599, 1441)
directory-entry: — Edm, Zim, Dethlefstwiete 6 ✉Bgd1 (839, 1404, 1094, 1420)
directory-entry: ◇ F Wilhelm Peters 45 17 84, Werderst (1435, 692, 1588, 724)
directory-entry: — Aug, Kwf, Alter Postweg 55 (273, 1881, 477, 1897)
directory-entry: — Friedr, Fa Nico 38 77 77 N, Wilheln (1435, 1753, 1598, 1784)
directory-entry: — Anna, Lehr, Bielfeldtstr 6 ✉ Alt 1 (273, 1164, 514, 1180)
directory-entry: — Wwe., Bertha, Konditorei ☏ 42 33 84, Bahrenfelder Str 59 P Alt (562, 540, 841, 572)
directory-entry: — Carl, Kapt, Zeißstraße 67 (562, 1663, 753, 1679)
directory-entry: — Chr, KrftdroschkBes, Schützenstr 8 ✉ Alt (839, 213, 1113, 244)
directory-entry: — Anni, Tabakwar ☏ 58 44 30, Lokstedter Höhe 9 ✉ Lok 1, Wohn: Colonnaden 19 ✉ 36 (273, 1258, 519, 1305)
directory-entry: — Ew, kfmAng, Gri 2. Aufg ✉ 19 (1435, 271, 1581, 303)
directory-entry: — Ew, Blumenhdlr, (1435, 302, 1564, 318)
directory-entry: — Franz, Bauarb, Ve (1435, 926, 1575, 942)
directory-entry: — Aug, Arb, Marctstr 53 ✉ Harb (562, 197, 784, 213)
